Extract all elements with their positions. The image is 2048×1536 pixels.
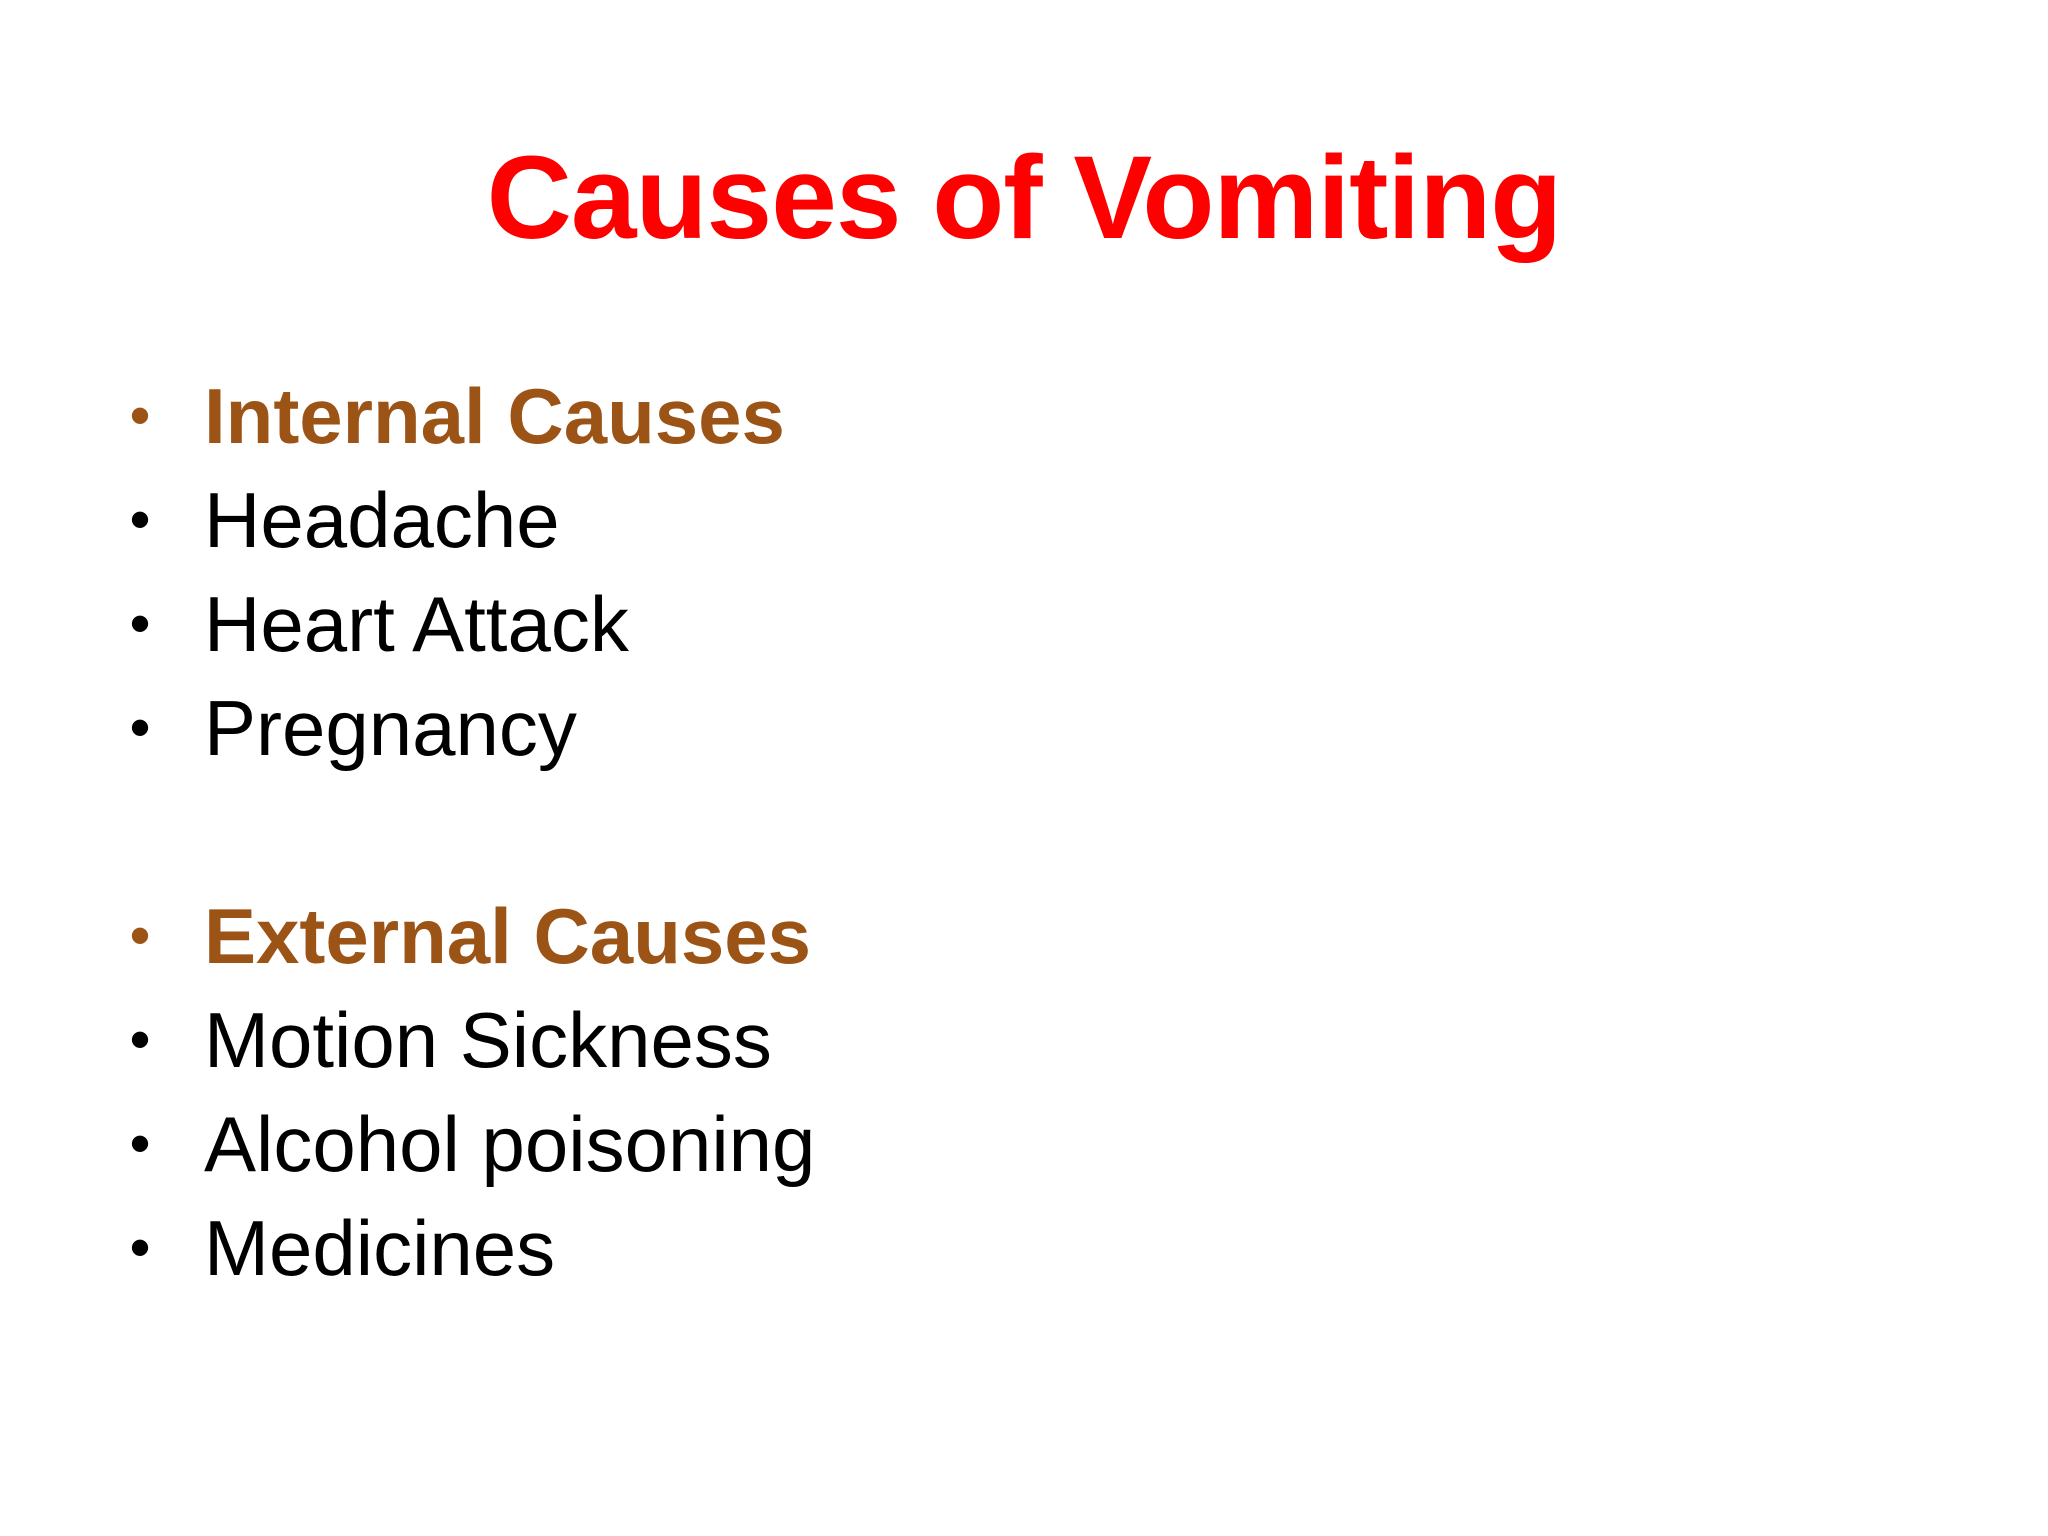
bullet-text: Internal Causes: [204, 372, 785, 460]
bullet-icon: •: [129, 486, 151, 553]
bullet-text: Medicines: [204, 1204, 556, 1292]
bullet-icon: •: [129, 382, 151, 449]
bullet-text: Pregnancy: [204, 684, 577, 772]
bullet-text: Alcohol poisoning: [204, 1100, 816, 1188]
bullet-icon: •: [129, 902, 151, 969]
bullet-icon: •: [129, 1006, 151, 1073]
bullet-text: Heart Attack: [204, 580, 629, 668]
bullet-text: Motion Sickness: [204, 996, 772, 1084]
bullet-text: Headache: [204, 476, 560, 564]
bullet-icon: •: [129, 1110, 151, 1177]
bullet-icon: •: [129, 694, 151, 761]
slide-title: Causes of Vomiting: [486, 132, 1562, 264]
bullet-text: External Causes: [204, 892, 811, 980]
bullet-icon: •: [129, 1214, 151, 1281]
bullet-icon: •: [129, 590, 151, 657]
